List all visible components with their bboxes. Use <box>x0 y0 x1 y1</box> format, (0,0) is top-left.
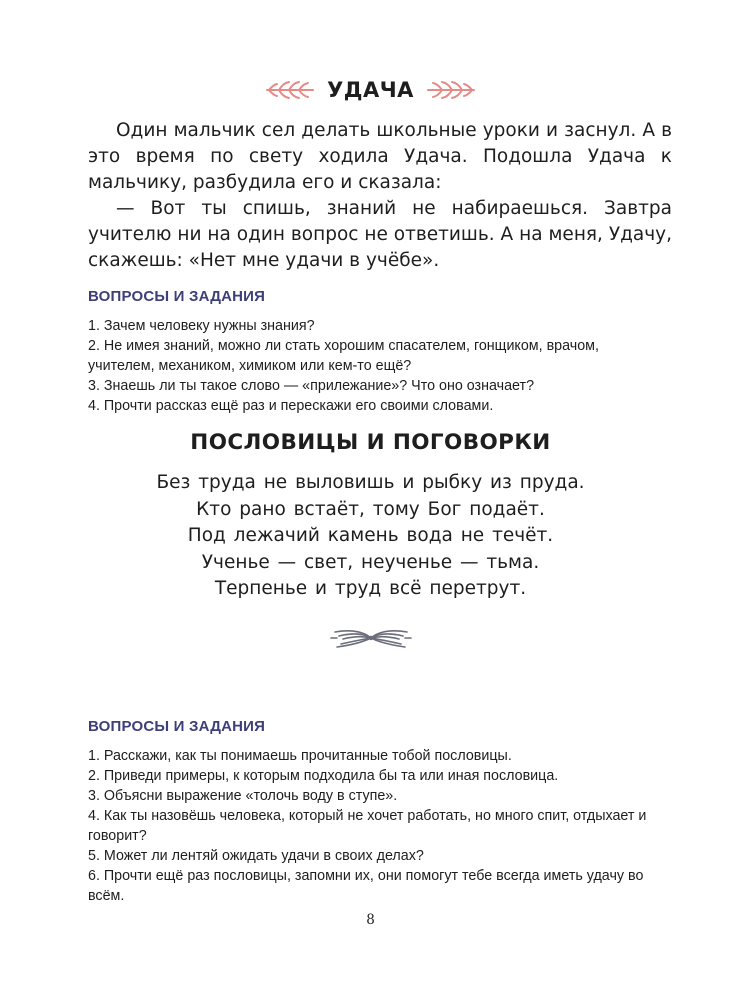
story-text <box>88 118 672 274</box>
question-item: 6. Прочти ещё раз пословицы, запомни их, они помогут тебе всегда иметь удачу во всём. <box>88 868 644 904</box>
question-item: 3. Знаешь ли ты такое слово — «прилежание»? Что оно означает? <box>88 378 535 394</box>
story-paragraph: — Вот ты спишь, знаний не набираешься. Завтра учителю ни на один вопрос не ответишь. А на меня, Удачу, скажешь: «Нет мне удачи в учёбе». <box>88 198 672 271</box>
questions-list <box>88 316 668 416</box>
questions-heading: ВОПРОСЫ И ЗАДАНИЯ <box>88 718 266 735</box>
question-item: 5. Может ли лентяй ожидать удачи в своих делах? <box>88 848 424 864</box>
question-item: 1. Зачем человеку нужны знания? <box>88 318 315 334</box>
proverb-line: Ученье — свет, неученье — тьма. <box>201 551 540 573</box>
wing-ornament-icon <box>329 626 413 650</box>
proverb-line: Терпенье и труд всё перетрут. <box>214 578 527 599</box>
story-title-row <box>0 78 741 102</box>
proverb-line: Под лежачий камень вода не течёт. <box>187 525 554 546</box>
question-item: 3. Объясни выражение «толочь воду в ступе». <box>88 788 398 804</box>
story-paragraph: Один мальчик сел делать школьные уроки и заснул. А в это время по свету ходила Удача. Подошла Удача к мальчику, разбудила его и сказала: <box>88 120 672 193</box>
question-item: 4. Как ты назовёшь человека, который не хочет работать, но много спит, отдыхает и говорит? <box>88 808 647 844</box>
proverbs-list <box>0 470 741 603</box>
divider-ornament <box>0 626 741 650</box>
proverb-line: Кто рано встаёт, тому Бог подаёт. <box>196 498 545 520</box>
question-item: 2. Не имея знаний, можно ли стать хорошим спасателем, гонщиком, врачом, учителем, механиком, химиком или кем-то ещё? <box>88 338 599 374</box>
questions-list <box>88 746 668 906</box>
questions-heading: ВОПРОСЫ И ЗАДАНИЯ <box>88 288 266 305</box>
question-item: 1. Расскажи, как ты понимаешь прочитанные тобой пословицы. <box>88 748 512 764</box>
proverb-line: Без труда не выловишь и рыбку из пруда. <box>156 472 585 493</box>
question-item: 2. Приведи примеры, к которым подходила бы та или иная пословица. <box>88 768 559 784</box>
page-number: 8 <box>366 912 375 928</box>
leaf-branch-icon <box>426 78 476 102</box>
proverbs-title: ПОСЛОВИЦЫ И ПОГОВОРКИ <box>190 430 551 455</box>
leaf-branch-icon <box>265 78 315 102</box>
story-title: УДАЧА <box>327 78 414 102</box>
question-item: 4. Прочти рассказ ещё раз и перескажи его своими словами. <box>88 398 494 414</box>
